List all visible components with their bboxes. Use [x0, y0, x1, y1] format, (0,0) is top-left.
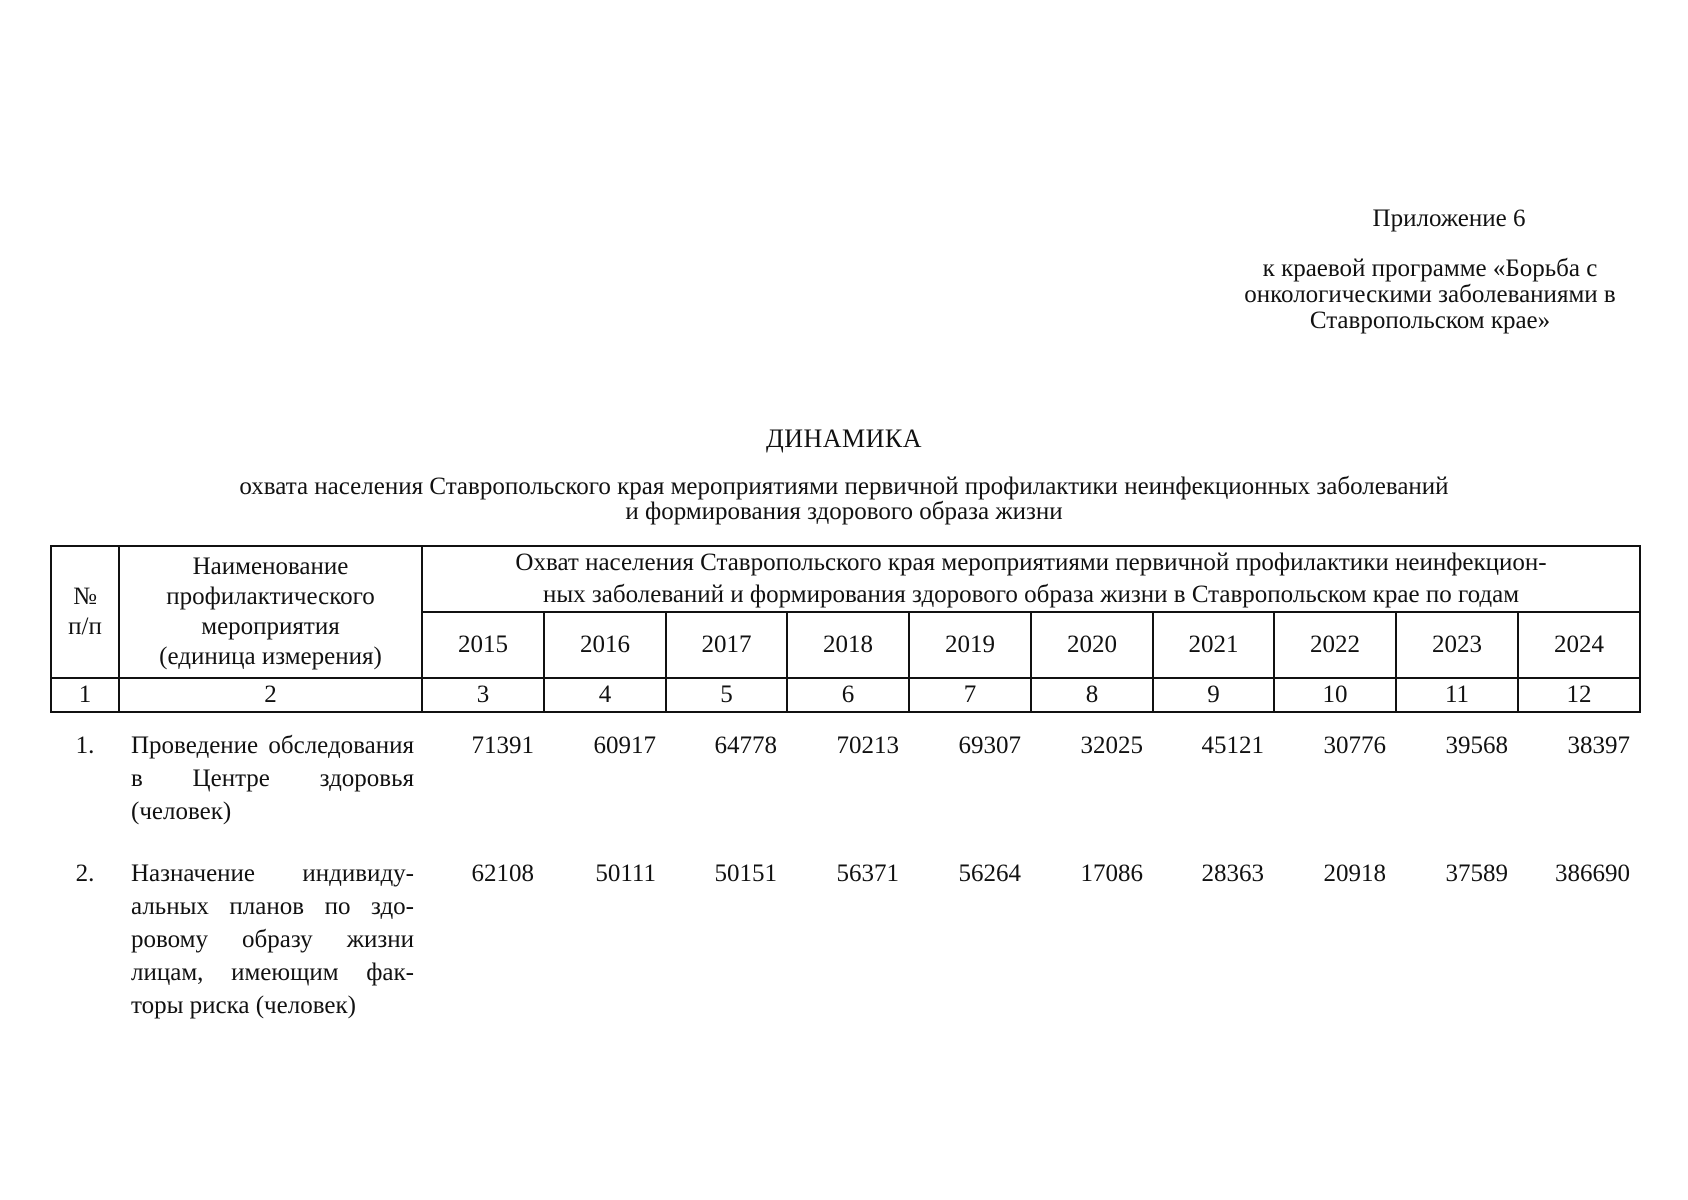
row-value: 69307	[958, 732, 1021, 759]
appendix-reference-line: к краевой программе «Борьба с	[1262, 255, 1598, 282]
row-value: 386690	[1555, 860, 1631, 887]
document-subtitle-line: охвата населения Ставропольского края мероприятиями первичной профилактики неинфекционных заболеваний	[239, 473, 1449, 500]
row-value: 38397	[1567, 732, 1631, 759]
row-value: 62108	[471, 860, 534, 887]
header-year: 2022	[1274, 612, 1396, 678]
column-number: 12	[1518, 678, 1640, 712]
row-value: 60917	[593, 732, 656, 759]
column-number: 11	[1396, 678, 1518, 712]
header-year: 2018	[787, 612, 909, 678]
row-number: 1.	[75, 732, 95, 759]
appendix-reference	[1200, 256, 1660, 334]
coverage-table-wrapper	[50, 545, 1639, 1037]
row-value: 50151	[714, 860, 777, 887]
row-value: 64778	[714, 732, 777, 759]
header-year: 2015	[422, 612, 544, 678]
row-value: 30776	[1323, 732, 1386, 759]
appendix-block	[1200, 206, 1660, 334]
row-value: 32025	[1080, 732, 1143, 759]
column-number: 1	[51, 678, 119, 712]
row-value: 70213	[836, 732, 899, 759]
row-value: 20918	[1323, 860, 1386, 887]
header-coverage-line: ных заболеваний и формирования здорового образа жизни в Ставропольском крае по годам	[542, 581, 1520, 608]
row-value: 56371	[836, 860, 899, 887]
row-activity-name: Проведение обследования в Центре здоровья (человек)	[131, 732, 414, 825]
row-value: 17086	[1080, 860, 1143, 887]
appendix-number: Приложение 6	[1372, 205, 1526, 232]
row-value: 56264	[958, 860, 1021, 887]
column-number: 6	[787, 678, 909, 712]
header-year: 2024	[1518, 612, 1640, 678]
row-value: 50111	[595, 860, 656, 887]
column-number: 10	[1274, 678, 1396, 712]
row-value: 28363	[1201, 860, 1264, 887]
header-name-line: мероприятия	[201, 613, 340, 640]
column-number: 5	[666, 678, 787, 712]
header-coverage-line: Охват населения Ставропольского края мероприятиями первичной профилактики неинфекцион-	[515, 549, 1547, 576]
coverage-table	[50, 545, 1641, 1037]
header-number-column	[51, 546, 119, 678]
row-number: 2.	[75, 860, 95, 887]
header-name-line: Наименование	[192, 553, 349, 580]
column-number: 3	[422, 678, 544, 712]
document-title: ДИНАМИКА	[765, 424, 923, 453]
header-year: 2020	[1031, 612, 1153, 678]
row-value: 71391	[471, 732, 534, 759]
row-activity-name: Назначение индивидуальных планов по здоровому образу жизни лицам, имеющим факторы риска (человек)	[131, 860, 414, 1019]
document-subtitle-line: и формирования здорового образа жизни	[625, 498, 1063, 525]
header-number-line: №	[73, 583, 97, 610]
header-name-column	[119, 546, 422, 678]
header-number-line: п/п	[68, 613, 102, 640]
header-year: 2019	[909, 612, 1031, 678]
column-number: 8	[1031, 678, 1153, 712]
header-name-line: профилактического	[166, 583, 375, 610]
row-value: 37589	[1445, 860, 1508, 887]
header-coverage-group	[422, 546, 1640, 612]
header-year: 2016	[544, 612, 666, 678]
row-value: 45121	[1201, 732, 1264, 759]
row-value: 39568	[1445, 732, 1508, 759]
header-year: 2023	[1396, 612, 1518, 678]
column-number: 7	[909, 678, 1031, 712]
column-number: 2	[119, 678, 422, 712]
header-year: 2017	[666, 612, 787, 678]
appendix-reference-line: онкологическими заболеваниями в	[1244, 281, 1616, 308]
column-number: 9	[1153, 678, 1274, 712]
table-row	[51, 841, 1640, 1037]
document-subtitle	[0, 474, 1688, 524]
column-number: 4	[544, 678, 666, 712]
header-name-line: (единица измерения)	[159, 643, 382, 670]
table-row	[51, 712, 1640, 841]
header-year: 2021	[1153, 612, 1274, 678]
appendix-reference-line: Ставропольском крае»	[1309, 307, 1551, 334]
